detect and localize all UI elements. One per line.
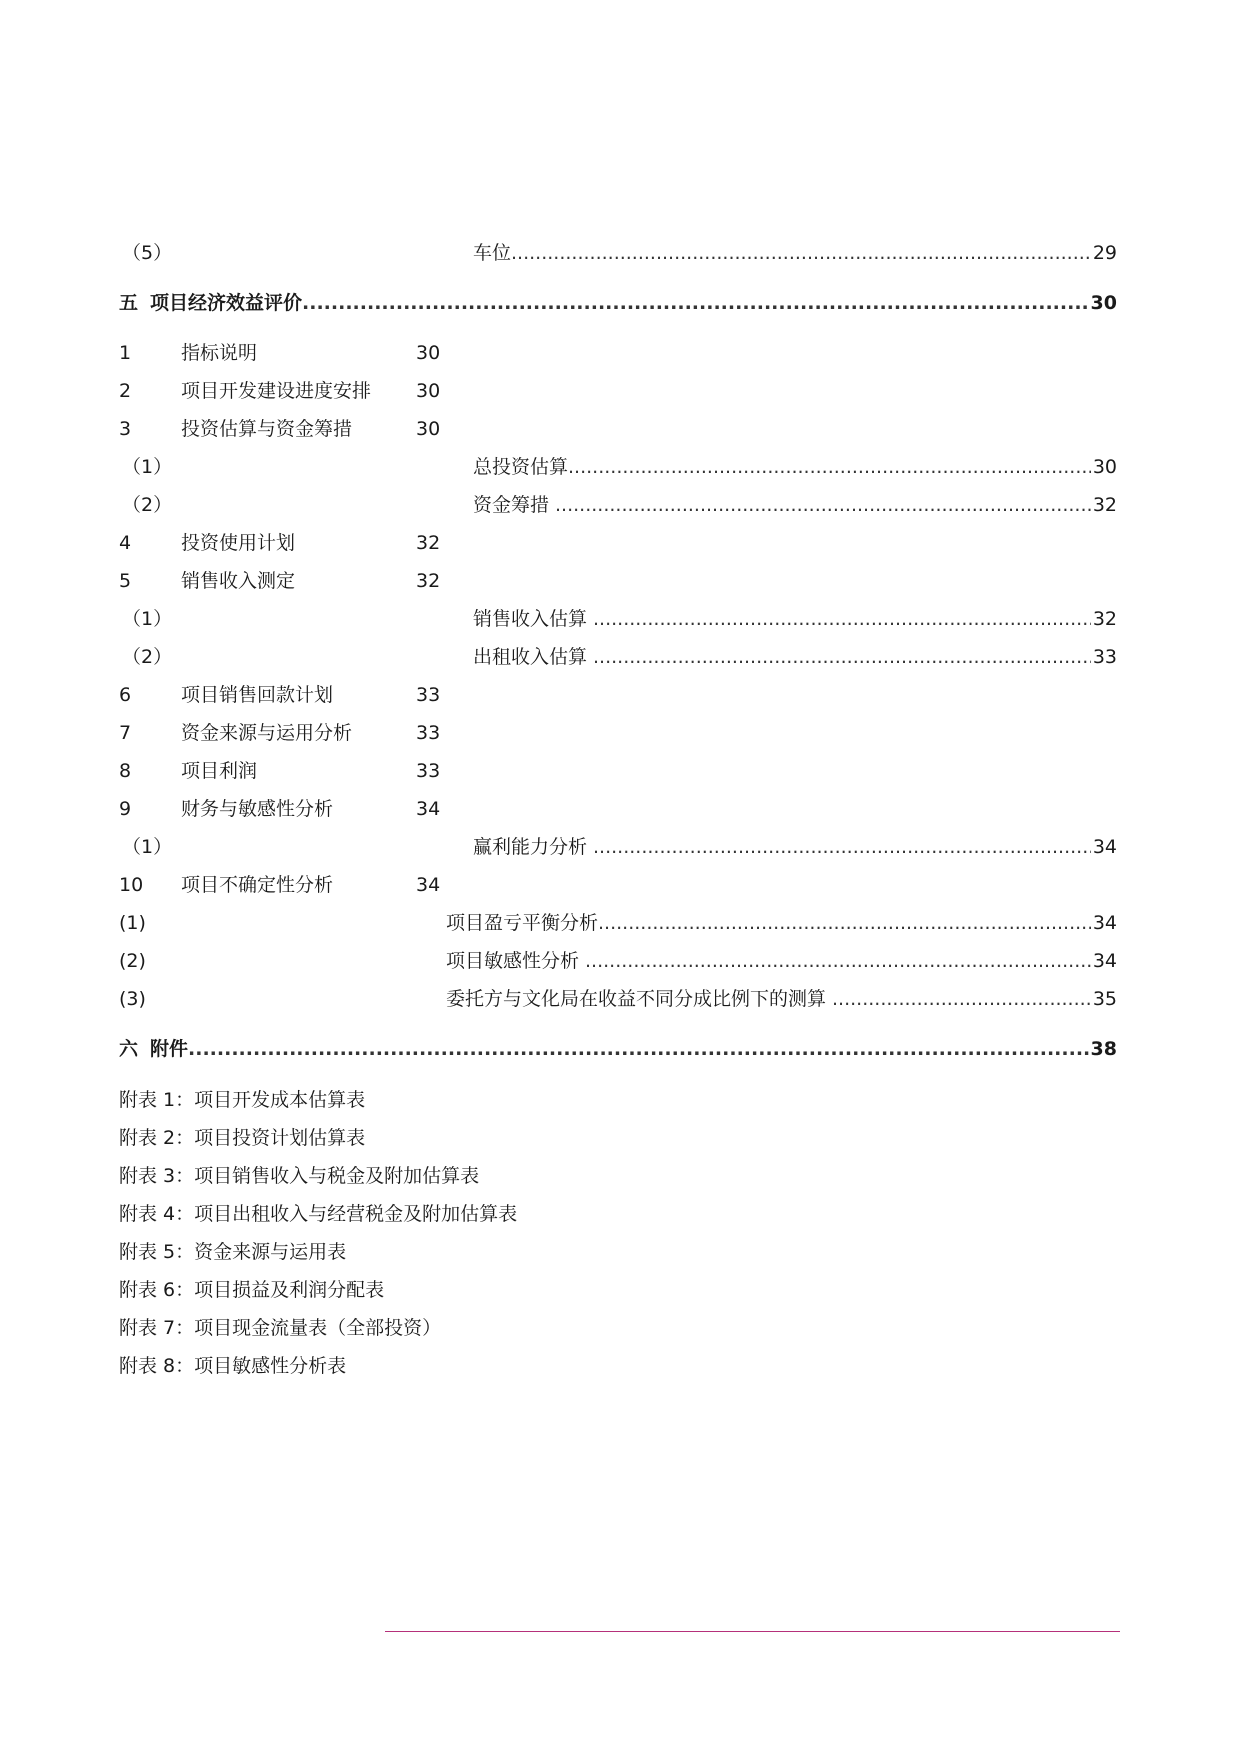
leader-dots — [302, 289, 1089, 317]
toc-entry-page: 34 — [416, 874, 441, 896]
toc-entry-title: 赢利能力分析 — [473, 836, 588, 858]
toc-entry[interactable] — [0, 415, 600, 443]
toc-chapter-page: 38 — [1090, 1038, 1117, 1060]
toc-entry-page: 30 — [416, 342, 441, 364]
toc-entry-page: 30 — [416, 380, 441, 402]
toc-entry-page: 32 — [416, 532, 441, 554]
leader-dots — [598, 909, 1091, 937]
toc-entry-page: 34 — [416, 798, 441, 820]
toc-chapter[interactable] — [0, 289, 1241, 317]
toc-entry-number: 2 — [119, 380, 132, 402]
toc-entry-number: (2) — [119, 950, 146, 972]
toc-entry[interactable] — [0, 795, 600, 823]
toc-entry[interactable] — [0, 909, 1241, 937]
toc-entry-number: (1) — [119, 912, 146, 934]
leader-dots — [568, 453, 1091, 481]
toc-entry-page: 33 — [1092, 646, 1117, 668]
appendix-item: 附表 6：项目损益及利润分配表 — [119, 1279, 385, 1301]
toc-entry[interactable] — [0, 491, 1241, 519]
toc-entry-title: 项目销售回款计划 — [181, 684, 334, 706]
appendix-item: 附表 3：项目销售收入与税金及附加估算表 — [119, 1165, 480, 1187]
leader-dots — [511, 239, 1091, 267]
toc-entry-page: 30 — [1092, 456, 1117, 478]
leader-dots — [593, 605, 1091, 633]
toc-entry-title: 委托方与文化局在收益不同分成比例下的测算 — [446, 988, 827, 1010]
toc-entry-page: 32 — [416, 570, 441, 592]
toc-entry-page: 33 — [416, 760, 441, 782]
toc-entry-page: 34 — [1092, 950, 1117, 972]
toc-entry[interactable] — [0, 985, 1241, 1013]
leader-dots — [593, 833, 1091, 861]
toc-entry[interactable] — [0, 719, 600, 747]
toc-entry-number: （2） — [122, 494, 173, 516]
toc-chapter-title: 项目经济效益评价 — [150, 292, 303, 314]
toc-entry-number: 1 — [119, 342, 132, 364]
toc-entry-number: 4 — [119, 532, 132, 554]
toc-entry-number: 8 — [119, 760, 132, 782]
toc-entry-title: 资金筹措 — [473, 494, 550, 516]
toc-entry[interactable] — [0, 567, 600, 595]
toc-entry-number: （1） — [122, 608, 173, 630]
toc-entry-page: 34 — [1092, 912, 1117, 934]
toc-entry-title: 投资使用计划 — [181, 532, 296, 554]
toc-entry-title: 财务与敏感性分析 — [181, 798, 334, 820]
toc-entry[interactable] — [0, 377, 600, 405]
leader-dots — [585, 947, 1091, 975]
toc-entry-number: （2） — [122, 646, 173, 668]
toc-entry[interactable] — [0, 339, 600, 367]
toc-entry-number: (3) — [119, 988, 146, 1010]
toc-entry-number: 6 — [119, 684, 132, 706]
toc-entry-page: 35 — [1092, 988, 1117, 1010]
leader-dots — [593, 643, 1091, 671]
toc-entry[interactable] — [0, 605, 1241, 633]
toc-entry-number: 10 — [119, 874, 144, 896]
leader-dots — [555, 491, 1091, 519]
toc-entry-page: 32 — [1092, 494, 1117, 516]
toc-entry-page: 32 — [1092, 608, 1117, 630]
toc-entry-page: 33 — [416, 684, 441, 706]
toc-entry[interactable] — [0, 681, 600, 709]
toc-chapter-number: 六 — [119, 1038, 139, 1060]
toc-entry-title: 车位 — [473, 242, 512, 264]
toc-entry[interactable] — [0, 947, 1241, 975]
toc-entry-title: 出租收入估算 — [473, 646, 588, 668]
toc-entry-title: 项目开发建设进度安排 — [181, 380, 372, 402]
toc-chapter-number: 五 — [119, 292, 139, 314]
appendix-item: 附表 7：项目现金流量表（全部投资） — [119, 1317, 442, 1339]
appendix-item: 附表 1：项目开发成本估算表 — [119, 1089, 366, 1111]
toc-entry-number: 9 — [119, 798, 132, 820]
toc-entry-title: 项目盈亏平衡分析 — [446, 912, 599, 934]
toc-entry-number: 7 — [119, 722, 132, 744]
appendix-item: 附表 2：项目投资计划估算表 — [119, 1127, 366, 1149]
toc-entry-title: 投资估算与资金筹措 — [181, 418, 353, 440]
toc-chapter-page: 30 — [1090, 292, 1117, 314]
leader-dots — [832, 985, 1091, 1013]
toc-entry[interactable] — [0, 529, 600, 557]
toc-entry-title: 销售收入估算 — [473, 608, 588, 630]
toc-entry[interactable] — [0, 643, 1241, 671]
toc-chapter-title: 附件 — [150, 1038, 189, 1060]
toc-entry-title: 资金来源与运用分析 — [181, 722, 353, 744]
appendix-item: 附表 8：项目敏感性分析表 — [119, 1355, 347, 1377]
toc-entry-page: 34 — [1092, 836, 1117, 858]
toc-entry[interactable] — [0, 833, 1241, 861]
leader-dots — [188, 1035, 1089, 1063]
toc-entry-title: 项目不确定性分析 — [181, 874, 334, 896]
toc-chapter[interactable] — [0, 1035, 1241, 1063]
appendix-item: 附表 5：资金来源与运用表 — [119, 1241, 347, 1263]
toc-entry-number: （1） — [122, 456, 173, 478]
footer-divider — [385, 1631, 1120, 1632]
toc-entry-page: 29 — [1092, 242, 1117, 264]
toc-entry-title: 项目利润 — [181, 760, 258, 782]
toc-entry-number: 5 — [119, 570, 132, 592]
toc-entry-page: 30 — [416, 418, 441, 440]
toc-entry[interactable] — [0, 757, 600, 785]
toc-entry-title: 销售收入测定 — [181, 570, 296, 592]
toc-entry-title: 项目敏感性分析 — [446, 950, 580, 972]
appendix-item: 附表 4：项目出租收入与经营税金及附加估算表 — [119, 1203, 518, 1225]
toc-entry-title: 总投资估算 — [473, 456, 569, 478]
toc-entry[interactable] — [0, 239, 1241, 267]
toc-entry-page: 33 — [416, 722, 441, 744]
toc-entry-title: 指标说明 — [181, 342, 258, 364]
toc-entry-number: （5） — [122, 242, 173, 264]
toc-entry[interactable] — [0, 453, 1241, 481]
toc-entry[interactable] — [0, 871, 600, 899]
toc-entry-number: （1） — [122, 836, 173, 858]
toc-entry-number: 3 — [119, 418, 132, 440]
